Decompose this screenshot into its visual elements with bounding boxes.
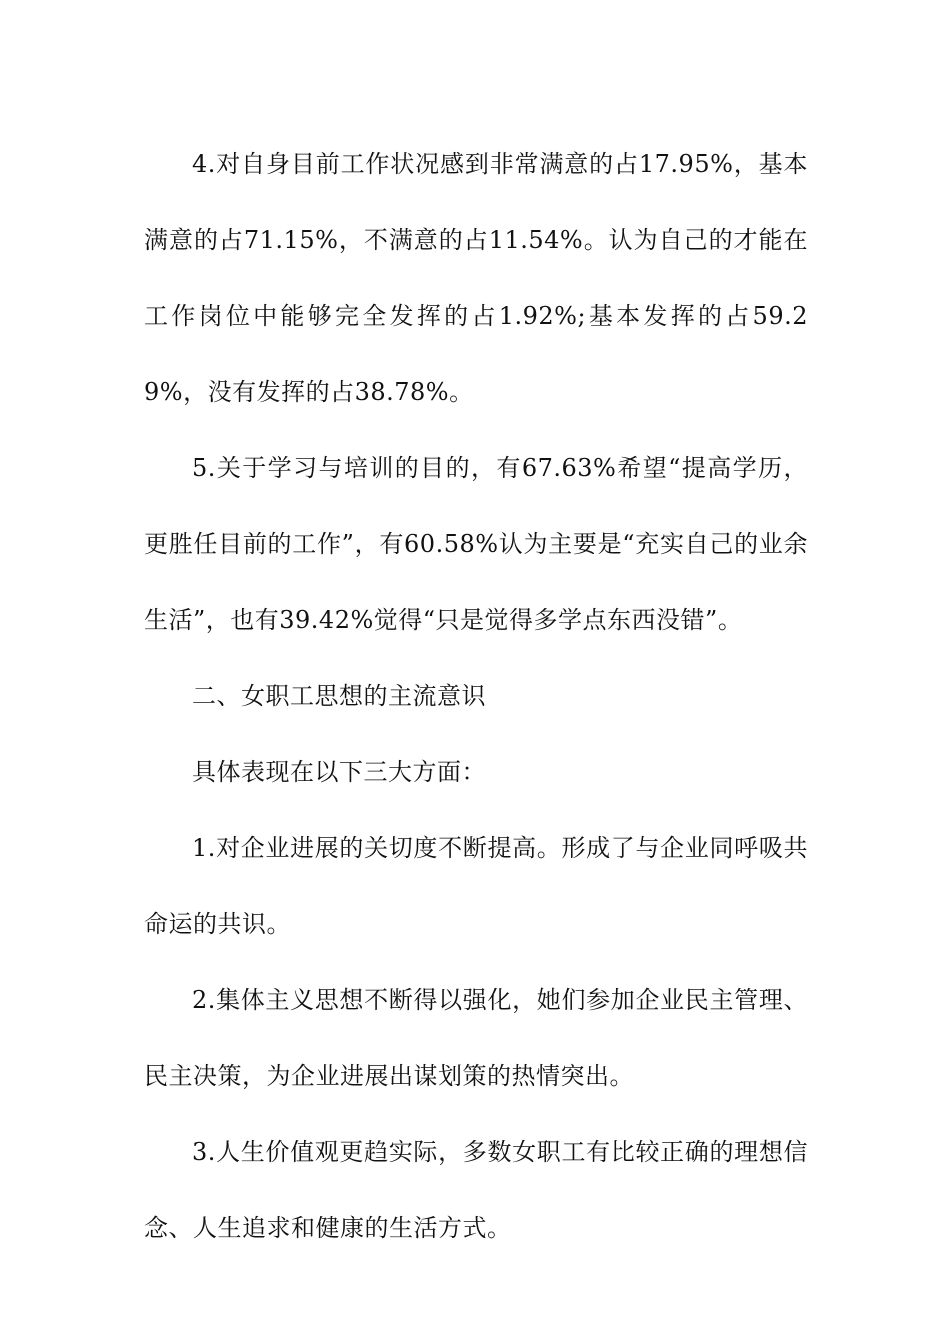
document-body <box>144 126 808 1266</box>
paragraph-item-4-satisfaction: 4.对自身目前工作状况感到非常满意的占17.95%，基本满意的占71.15%，不满意的占11.54%。认为自己的才能在工作岗位中能够完全发挥的占1.92%;基本发挥的占59.29%，没有发挥的占38.78%。 <box>144 150 808 406</box>
paragraph-aspect-2: 2.集体主义思想不断得以强化，她们参加企业民主管理、民主决策，为企业进展出谋划策的热情突出。 <box>144 986 808 1090</box>
section-heading-mainstream-awareness: 二、女职工思想的主流意识 <box>192 682 486 710</box>
paragraph-intro-three-aspects: 具体表现在以下三大方面： <box>192 758 486 786</box>
paragraph-aspect-3: 3.人生价值观更趋实际，多数女职工有比较正确的理想信念、人生追求和健康的生活方式。 <box>144 1138 808 1242</box>
paragraph-item-5-training: 5.关于学习与培训的目的，有67.63%希望“提高学历，更胜任目前的工作”，有60.58%认为主要是“充实自己的业余生活”，也有39.42%觉得“只是觉得多学点东西没错”。 <box>144 454 808 634</box>
paragraph-aspect-1: 1.对企业进展的关切度不断提高。形成了与企业同呼吸共命运的共识。 <box>144 834 808 938</box>
